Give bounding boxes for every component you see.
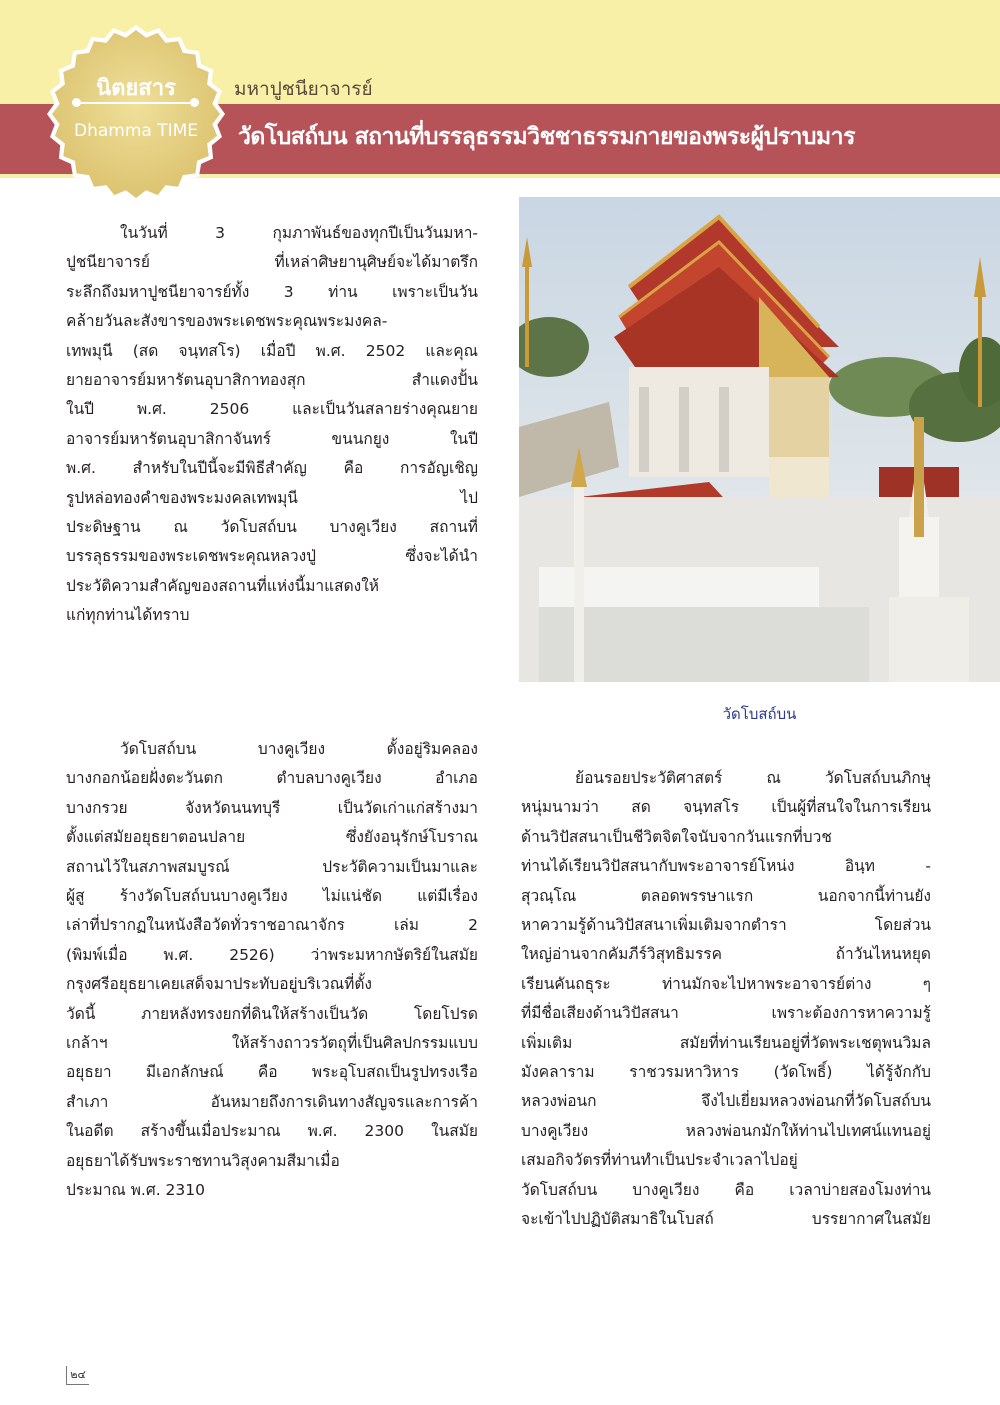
paragraph-line: ด้านวิปัสสนาเป็นชีวิตจิตใจนับจากวันแรกที่บวช bbox=[521, 827, 832, 846]
paragraph-line: เกล้าฯ ให้สร้างถาวรวัตถุที่เป็นศิลปกรรมแบบ bbox=[66, 1034, 478, 1053]
paragraph-line: เล่าที่ปรากฏในหนังสือวัดทั่วราชอาณาจักร เล่ม 2 bbox=[66, 916, 478, 935]
paragraph-line: ใหญ่อ่านจากคัมภีร์วิสุทธิมรรค ถ้าวันไหนหยุด bbox=[521, 945, 931, 964]
paragraph-line: ประมาณ พ.ศ. 2310 bbox=[66, 1181, 206, 1200]
magazine-name: นิตยสาร bbox=[96, 76, 176, 101]
paragraph-line: เพิ่มเติม สมัยที่ท่านเรียนอยู่ที่วัดพระเชตุพนวิมล bbox=[521, 1033, 931, 1052]
paragraph-line: บรรลุธรรมของพระเดชพระคุณหลวงปู่ ซึ่งจะได้นำ bbox=[66, 547, 478, 566]
paragraph-line: ที่มีชื่อเสียงด้านวิปัสสนา เพราะต้องการหาความรู้ bbox=[521, 1004, 931, 1023]
paragraph-line: หนุ่มนามว่า สด จนฺทสโร เป็นผู้ที่สนใจในการเรียน bbox=[521, 798, 931, 817]
paragraph-line: ประดิษฐาน ณ วัดโบสถ์บน บางคูเวียง สถานที่ bbox=[66, 518, 478, 537]
paragraph-line: จะเข้าไปปฏิบัติสมาธิในโบสถ์ บรรยากาศในสมัย bbox=[521, 1210, 931, 1229]
paragraph-line: (พิมพ์เมื่อ พ.ศ. 2526) ว่าพระมหากษัตริย์ในสมัย bbox=[66, 945, 478, 964]
paragraph-line: วัดโบสถ์บน บางคูเวียง ตั้งอยู่ริมคลอง bbox=[120, 740, 478, 758]
paragraph-line: เรียนคันถธุระ ท่านมักจะไปหาพระอาจารย์ต่าง ๆ bbox=[521, 974, 931, 993]
paragraph-line: พ.ศ. สำหรับในปีนี้จะมีพิธีสำคัญ คือ การอัญเชิญ bbox=[66, 459, 478, 478]
paragraph-line: สถานไว้ในสภาพสมบูรณ์ ประวัติความเป็นมาและ bbox=[66, 857, 478, 876]
paragraph-line: ย้อนรอยประวัติศาสตร์ ณ วัดโบสถ์บนภิกษุ bbox=[575, 769, 931, 787]
paragraph-line: ในปี พ.ศ. 2506 และเป็นวันสลายร่างคุณยาย bbox=[66, 400, 478, 419]
paragraph-line: อาจารย์มหารัตนอุบาสิกาจันทร์ ขนนกยูง ในปี bbox=[66, 429, 478, 448]
photo-caption: วัดโบสถ์บน bbox=[722, 705, 797, 723]
article-paragraph-1 bbox=[66, 219, 478, 631]
paragraph-line: แก่ทุกท่านได้ทราบ bbox=[66, 606, 190, 625]
section-name: มหาปูชนียาจารย์ bbox=[234, 78, 373, 100]
paragraph-line: สำเภา อันหมายถึงการเดินทางสัญจรและการค้า bbox=[66, 1092, 478, 1111]
article-title: วัดโบสถ์บน สถานที่บรรลุธรรมวิชชาธรรมกายของพระผู้ปราบมาร bbox=[238, 124, 855, 150]
article-paragraph-3 bbox=[521, 764, 931, 1235]
paragraph-line: ในอดีต สร้างขึ้นเมื่อประมาณ พ.ศ. 2300 ในสมัย bbox=[66, 1122, 478, 1141]
paragraph-line: ประวัติความสำคัญของสถานที่แห่งนี้มาแสดงให้ bbox=[66, 576, 379, 595]
paragraph-line: หลวงพ่อนก จึงไปเยี่ยมหลวงพ่อนกที่วัดโบสถ์บน bbox=[521, 1092, 931, 1111]
paragraph-line: บางคูเวียง หลวงพ่อนกมักให้ท่านไปเทศน์แทนอยู่ bbox=[521, 1121, 931, 1140]
paragraph-line: อยุธยาได้รับพระราชทานวิสุงคามสีมาเมื่อ bbox=[66, 1151, 340, 1170]
paragraph-line: ระลึกถึงมหาปูชนียาจารย์ทั้ง 3 ท่าน เพราะเป็นวัน bbox=[66, 282, 478, 301]
paragraph-line: บางกอกน้อยฝั่งตะวันตก ตำบลบางคูเวียง อำเภอ bbox=[66, 769, 478, 788]
badge-seal-icon bbox=[46, 24, 226, 204]
paragraph-line: คล้ายวันละสังขารของพระเดชพระคุณพระมงคล- bbox=[66, 312, 388, 331]
paragraph-line: เทพมุนี (สด จนฺทสโร) เมื่อปี พ.ศ. 2502 และคุณ bbox=[66, 341, 478, 360]
paragraph-line: เสมอกิจวัตรที่ท่านทำเป็นประจำเวลาไปอยู่ bbox=[521, 1151, 798, 1170]
paragraph-line: ยายอาจารย์มหารัตนอุบาสิกาทองสุก สำแดงปั้น bbox=[66, 371, 478, 390]
badge-dot-right bbox=[190, 98, 199, 107]
article-paragraph-2 bbox=[66, 735, 478, 1206]
paragraph-line: มังคลาราม ราชวรมหาวิหาร (วัดโพธิ์) ได้รู้จักกับ bbox=[521, 1063, 931, 1082]
badge-divider bbox=[78, 102, 194, 104]
paragraph-line: วัดนี้ ภายหลังทรงยกที่ดินให้สร้างเป็นวัด โดยโปรด bbox=[66, 1004, 478, 1023]
paragraph-line: ปูชนียาจารย์ ที่เหล่าศิษยานุศิษย์จะได้มาตรึก bbox=[66, 253, 478, 272]
paragraph-line: หาความรู้ด้านวิปัสสนาเพิ่มเติมจากตำรา โดยส่วน bbox=[521, 916, 931, 935]
temple-photo bbox=[519, 197, 1000, 682]
paragraph-line: อยุธยา มีเอกลักษณ์ คือ พระอุโบสถเป็นรูปทรงเรือ bbox=[66, 1063, 478, 1082]
magazine-subtitle: Dhamma TIME bbox=[73, 121, 199, 141]
paragraph-line: ตั้งแต่สมัยอยุธยาตอนปลาย ซึ่งยังอนุรักษ์โบราณ bbox=[66, 828, 478, 847]
paragraph-line: สุวณฺโณ ตลอดพรรษาแรก นอกจากนี้ท่านยัง bbox=[521, 886, 931, 905]
page-number: ๒๔ bbox=[66, 1366, 89, 1385]
paragraph-line: ผู้สู ร้างวัดโบสถ์บนบางคูเวียง ไม่แน่ชัด แต่มีเรื่อง bbox=[66, 887, 478, 906]
paragraph-line: วัดโบสถ์บน บางคูเวียง คือ เวลาบ่ายสองโมงท่าน bbox=[521, 1180, 931, 1199]
paragraph-line: ในวันที่ 3 กุมภาพันธ์ของทุกปีเป็นวันมหา- bbox=[120, 224, 478, 242]
paragraph-line: รูปหล่อทองคำของพระมงคลเทพมุนี ไป bbox=[66, 488, 478, 507]
paragraph-line: บางกรวย จังหวัดนนทบุรี เป็นวัดเก่าแก่สร้างมา bbox=[66, 798, 478, 817]
paragraph-line: กรุงศรีอยุธยาเคยเสด็จมาประทับอยู่บริเวณที่ตั้ง bbox=[66, 975, 372, 994]
paragraph-line: ท่านได้เรียนวิปัสสนากับพระอาจารย์โหน่ง อินฺท - bbox=[521, 857, 931, 876]
